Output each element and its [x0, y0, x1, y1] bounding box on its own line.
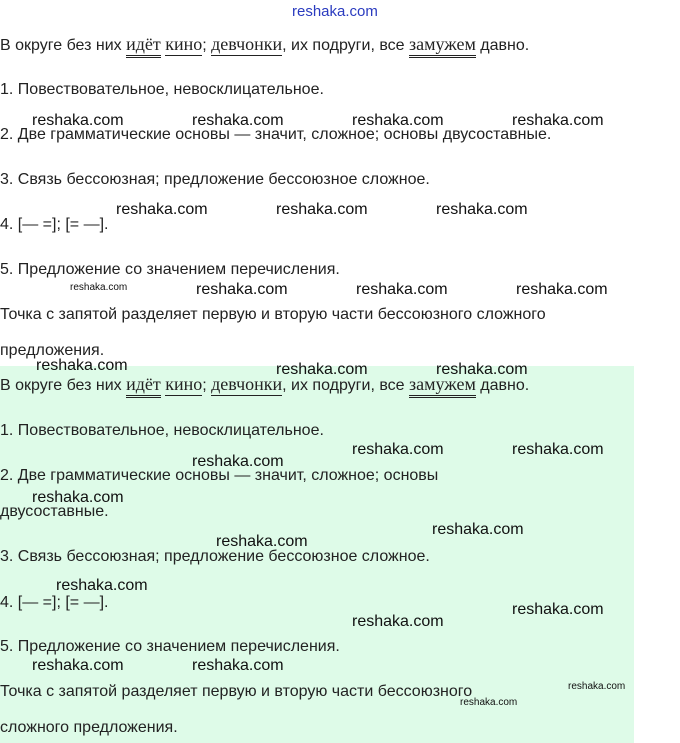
- item-5: 5. Предложение со значением перечисления.: [0, 261, 340, 278]
- subject-word: кино: [165, 374, 203, 394]
- item-1: 1. Повествовательное, невосклицательное.: [0, 422, 324, 439]
- sentence-1: В округе без них идёт кино; девчонки, их подруги, все замужем давно.: [0, 34, 529, 56]
- item-4: 4. [— =]; [= —].: [0, 216, 109, 233]
- item-5: 5. Предложение со значением перечисления.: [0, 638, 340, 655]
- watermark: reshaka.com: [32, 112, 124, 129]
- watermark: reshaka.com: [192, 112, 284, 129]
- predicate-word: замужем: [409, 374, 476, 398]
- watermark: reshaka.com: [516, 281, 608, 298]
- predicate-word: идёт: [126, 34, 161, 58]
- watermark: reshaka.com: [352, 441, 444, 458]
- watermark: reshaka.com: [56, 577, 148, 594]
- watermark: reshaka.com: [32, 489, 124, 506]
- watermark: reshaka.com: [32, 657, 124, 674]
- watermark: reshaka.com: [196, 281, 288, 298]
- item-3: 3. Связь бессоюзная; предложение бессоюзное сложное.: [0, 171, 430, 188]
- watermark: reshaka.com: [460, 697, 518, 708]
- watermark: reshaka.com: [192, 657, 284, 674]
- conclusion-line-1: Точка с запятой разделяет первую и вторую части бессоюзного: [0, 683, 473, 700]
- item-1: 1. Повествовательное, невосклицательное.: [0, 81, 324, 98]
- watermark: reshaka.com: [352, 112, 444, 129]
- subject-word: кино: [165, 34, 203, 54]
- subject-word: девчонки: [211, 374, 283, 394]
- watermark: reshaka.com: [432, 521, 524, 538]
- conclusion-line-2: сложного предложения.: [0, 719, 178, 736]
- conclusion-line-2: предложения.: [0, 342, 105, 359]
- item-4: 4. [— =]; [= —].: [0, 594, 109, 611]
- item-2: 2. Две грамматические основы — значит, сложное; основы двусоставные.: [0, 126, 552, 143]
- watermark: reshaka.com: [276, 201, 368, 218]
- watermark: reshaka.com: [116, 201, 208, 218]
- watermark: reshaka.com: [356, 281, 448, 298]
- watermark: reshaka.com: [512, 441, 604, 458]
- watermark: reshaka.com: [276, 361, 368, 378]
- predicate-word: идёт: [126, 374, 161, 398]
- watermark: reshaka.com: [352, 613, 444, 630]
- sentence-2: В округе без них идёт кино; девчонки, их подруги, все замужем давно.: [0, 374, 529, 396]
- watermark: reshaka.com: [436, 361, 528, 378]
- item-2-line-1: 2. Две грамматические основы — значит, сложное; основы: [0, 467, 439, 484]
- watermark: reshaka.com: [70, 282, 128, 293]
- predicate-word: замужем: [409, 34, 476, 58]
- subject-word: девчонки: [211, 34, 283, 54]
- watermark: reshaka.com: [36, 357, 128, 374]
- watermark: reshaka.com: [216, 533, 308, 550]
- item-3: 3. Связь бессоюзная; предложение бессоюзное сложное.: [0, 548, 430, 565]
- watermark: reshaka.com: [568, 681, 626, 692]
- watermark: reshaka.com: [436, 201, 528, 218]
- site-header-link[interactable]: reshaka.com: [292, 3, 378, 20]
- watermark: reshaka.com: [512, 601, 604, 618]
- watermark: reshaka.com: [512, 112, 604, 129]
- item-2-line-2: двусоставные.: [0, 503, 109, 520]
- conclusion-line-1: Точка с запятой разделяет первую и вторую части бессоюзного сложного: [0, 306, 546, 323]
- watermark: reshaka.com: [192, 453, 284, 470]
